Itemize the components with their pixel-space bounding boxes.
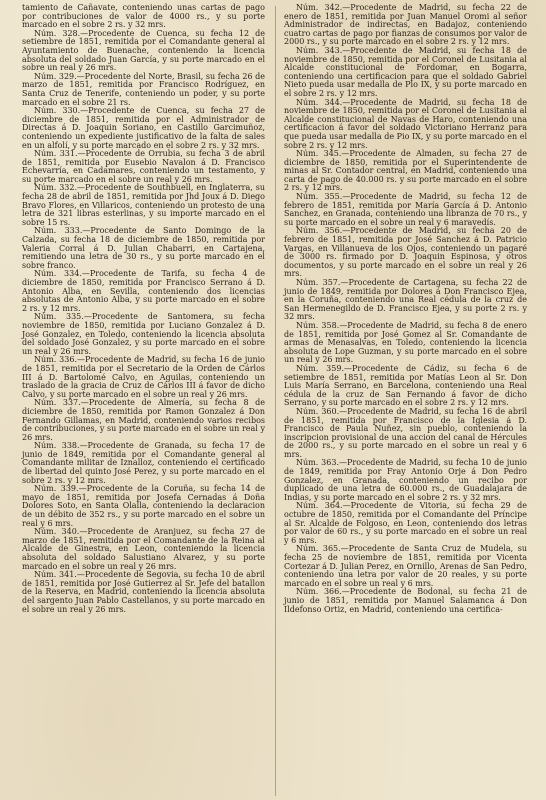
register-entry: Núm. 329.—Procedente del Norte, Brasil, su fecha 26 de marzo de 1851, remitida por Francisco Rodríguez, en Santa Cruz de Tenerife, conteniendo un poder, y su porte marcado en el sobre 21 rs. bbox=[22, 71, 265, 107]
register-entry: Núm. 356.—Procedente de Madrid, su fecha 20 de febrero de 1851, remitida por José Sanchez á D. Patricio Vargas, en Villanueva de los Ojos, conteniendo un pagaré de 3000 rs. firmado por D. Joaquin Espinosa, y otros documentos, y su porte marcado en el sobre un real y 26 mrs. bbox=[284, 226, 527, 279]
register-entry: Núm. 357.—Procedente de Cartagena, su fecha 22 de junio de 1849, remitida por Dolores á Don Francisco Ejea, en la Coruña, conteniendo una Real cédula de la cruz de San Hermenegildo de D. Francisco Ejea, y su porte 2 rs. y 32 mrs. bbox=[284, 278, 527, 322]
register-entry: Núm. 333.—Procedente de Santo Domingo de la Calzada, su fecha 18 de diciembre de 1850, remitida por Valeria Corral á D. Julian Chabarri, en Cartajena, remitiendo una letra de 30 rs., y su porte marcado en el sobre franco. bbox=[22, 226, 265, 270]
register-entry: Núm. 359.—Procedente de Cádiz, su fecha 6 de setiembre de 1851, remitida por Matías Leon al Sr. Don Luis María Serrano, en Barcelona, conteniendo una Real cédula de la cruz de San Fernando á favor de dicho Serrano, y su porte marcado en el sobre 2 rs. y 12 mrs. bbox=[284, 363, 527, 408]
register-entry: Núm. 339.—Procedente de la Coruña, su fecha 14 de mayo de 1851, remitida por Josefa Cernadas á Doña Dolores Soto, en Santa Olalla, conteniendo la declaracion de un débito de 352 rs., y su porte marcado en el sobre un real y 6 mrs. bbox=[22, 484, 265, 528]
register-entry: tamiento de Cañavate, conteniendo unas cartas de pago por contribuciones de valor de 4000 rs., y su porte marcado en el sobre 2 rs. y 32 mrs. bbox=[22, 3, 265, 30]
register-entry: Núm. 366.—Procedente de Bodonal, su fecha 21 de junio de 1851, remitida por Manuel Salamanca á Don Ildefonso Ortiz, en Madrid, conteniendo una certifica- bbox=[284, 587, 527, 614]
register-entry: Núm. 332.—Procedente de Southbuell, en Inglaterra, su fecha 28 de abril de 1851, remitida por Jhd Joux á D. Diego Bravo Flores, en Villaricos, conteniendo un protesto de una letra de 321 libras esterlinas, y su importe marcado en el sobre 15 rs. bbox=[22, 183, 265, 227]
register-entry: Núm. 358.—Procedente de Madrid, su fecha 8 de enero de 1851, remitida por José Gomez al Sr. Comandante de armas de Menasalvas, en Toledo, conteniendo la licencia absoluta de Lope Guzman, y su porte marcado en el sobre un real y 26 mrs. bbox=[284, 320, 527, 365]
right-column bbox=[284, 4, 527, 614]
register-entry: Núm. 337.—Procedente de Almería, su fecha 8 de diciembre de 1850, remitida por Ramon Gonzalez á Don Fernando Gillamas, en Madrid, conteniendo varios recibos de contribuciones, y su porte marcado en el sobre un real y 26 mrs. bbox=[22, 398, 265, 442]
register-entry: Núm. 360.—Procedente de Madrid, su fecha 16 de abril de 1851, remitida por Francisco de la Iglesia á D. Francisco de Paula Nuñez, sin pueblo, conteniendo la inscripcion provisional de una accion del canal de Hércules de 2000 rs., y su porte marcado en el sobre un real y 6 mrs. bbox=[284, 406, 527, 459]
register-entry: Núm. 365.—Procedente de Santa Cruz de Mudela, su fecha 25 de noviembre de 1851, remitida por Vicenta Cortezar á D. Julian Perez, en Ornillo, Arenas de San Pedro, conteniendo una letra por valor de 20 reales, y su porte marcado en el sobre un real y 6 mrs. bbox=[284, 544, 528, 588]
register-entry: Núm. 336.—Procedente de Madrid, su fecha 16 de junio de 1851, remitida por el Secretario de la Orden de Cárlos III á D. Bartolomé Calvo, en Aguilas, conteniendo un traslado de la gracia de Cruz de Cárlos III á favor de dicho Calvo, y su porte marcado en el sobre un real y 26 mrs. bbox=[22, 355, 265, 399]
register-entry: Núm. 364.—Procedente de Vitoria, su fecha 29 de octubre de 1850, remitida por el Comandante del Príncipe al Sr. Alcalde de Folgoso, en Leon, conteniendo dos letras por valor de 60 rs., y su porte marcado en el sobre un real y 6 mrs. bbox=[284, 501, 527, 545]
register-entry: Núm. 343.—Procedente de Madrid, su fecha 18 de noviembre de 1850, remitida por el Coronel de Lusitania al Alcalde constitucional de Fordomar, en Bogarra, conteniendo una certificacion para que el soldado Gabriel Nieto pueda usar medalla de Pio IX, y su porte marcado en el sobre 2 rs. y 12 mrs. bbox=[284, 45, 527, 98]
register-entry: Núm. 335.—Procedente de Santomera, su fecha noviembre de 1850, remitida por Luciano Gonzalez á D. José Gonzalez, en Toledo, conteniendo la licencia absoluta del soldado José Gonzalez, y su porte marcado en el sobre un real y 26 mrs. bbox=[22, 312, 265, 356]
register-entry: Núm. 338.—Procedente de Granada, su fecha 17 de junio de 1849, remitida por el Comandante general al Comandante militar de Iznalloz, conteniendo el certificado de libertad del quinto José Perez, y su porte marcado en el sobre 2 rs. y 12 mrs. bbox=[22, 441, 265, 485]
register-entry: Núm. 341.—Procedente de Segovia, su fecha 10 de abril de 1851, remitida por José Gutierrez al Sr. Jefe del batallon de la Reserva, en Madrid, conteniendo la licencia absoluta del sargento Juan Pablo Castellanos, y su porte marcado en el sobre un real y 26 mrs. bbox=[22, 570, 265, 614]
register-entry: Núm. 340.—Procedente de Aranjuez, su fecha 27 de marzo de 1851, remitida por el Comandante de la Reina al Alcalde de Ginestra, en Leon, conteniendo la licencia absoluta del soldado Salustiano Alvarez, y su porte marcado en el sobre un real y 26 mrs. bbox=[22, 527, 265, 571]
register-entry: Núm. 334.—Procedente de Tarifa, su fecha 4 de diciembre de 1850, remitida por Francisco Serrano á D. Antonio Alba, en Sevilla, conteniendo dos licencias absolutas de Antonio Alba, y su porte marcado en el sobre 2 rs. y 12 mrs. bbox=[22, 269, 265, 313]
column-divider bbox=[275, 6, 276, 796]
register-entry: Núm. 355.—Procedente de Madrid, su fecha 12 de febrero de 1851, remitida por María García á D. Antonio Sanchez, en Granada, conteniendo una libranza de 70 rs., y su porte marcado en el sobre un real y 6 maravedís. bbox=[284, 192, 527, 227]
register-entry: Núm. 331.—Procedente de Orrubia, su fecha 3 de abril de 1851, remitida por Eusebio Navalon á D. Francisco Echevarría, en Cadamares, conteniendo un testamento, y su porte marcado en el sobre un real y 26 mrs. bbox=[22, 149, 265, 184]
register-entry: Núm. 342.—Procedente de Madrid, su fecha 22 de enero de 1851, remitida por Juan Manuel Oromi al señor Administrador de indirectas, en Badajoz, conteniendo cuatro cartas de pago por fianzas de consumos por valor de 2000 rs., y su porte marcado en el sobre 2 rs. y 12 mrs. bbox=[284, 3, 527, 47]
register-entry: Núm. 344.—Procedente de Madrid, su fecha 18 de noviembre de 1850, remitida por el Coronel de Lusitania al Alcalde constitucional de Navas de Haro, conteniendo una certificacion á favor del soldado Victoriano Herranz para que pueda usar medalla de Pio IX, y su porte marcado en el sobre 2 rs. y 12 mrs. bbox=[284, 97, 527, 150]
left-column bbox=[22, 4, 265, 614]
register-entry: Núm. 363.—Procedente de Madrid, su fecha 10 de junio de 1849, remitida por Fray Antonio Orje á Don Pedro Gonzalez, en Granada, conteniendo un recibo por duplicado de una letra de 60.000 rs., de Guadalajara de Indias, y su porte marcado en el sobre 2 rs. y 32 mrs. bbox=[284, 458, 527, 502]
register-entry: Núm. 330.—Procedente de Cuenca, su fecha 27 de diciembre de 1851, remitida por el Administrador de Directas á D. Joaquin Soriano, en Castillo Garcimuñoz, conteniendo un expediente justificativo de la falta de sales en un alfolí, y su porte marcado en el sobre 2 rs. y 32 mrs. bbox=[22, 106, 265, 150]
register-entry: Núm. 345.—Procedente de Almaden, su fecha 27 de diciembre de 1850, remitida por el Superintendente de minas al Sr. Contador central, en Madrid, conteniendo una carta de pago de 40.000 rs. y su porte marcado en el sobre 2 rs. y 12 mrs. bbox=[284, 149, 527, 193]
register-entry: Núm. 328.—Procedente de Cuenca, su fecha 12 de setiembre de 1851, remitida por el Comandante general al Ayuntamiento de Buenache, conteniendo la licencia absoluta del soldado Juan García, y su porte marcado en el sobre un real y 26 mrs. bbox=[22, 28, 265, 73]
